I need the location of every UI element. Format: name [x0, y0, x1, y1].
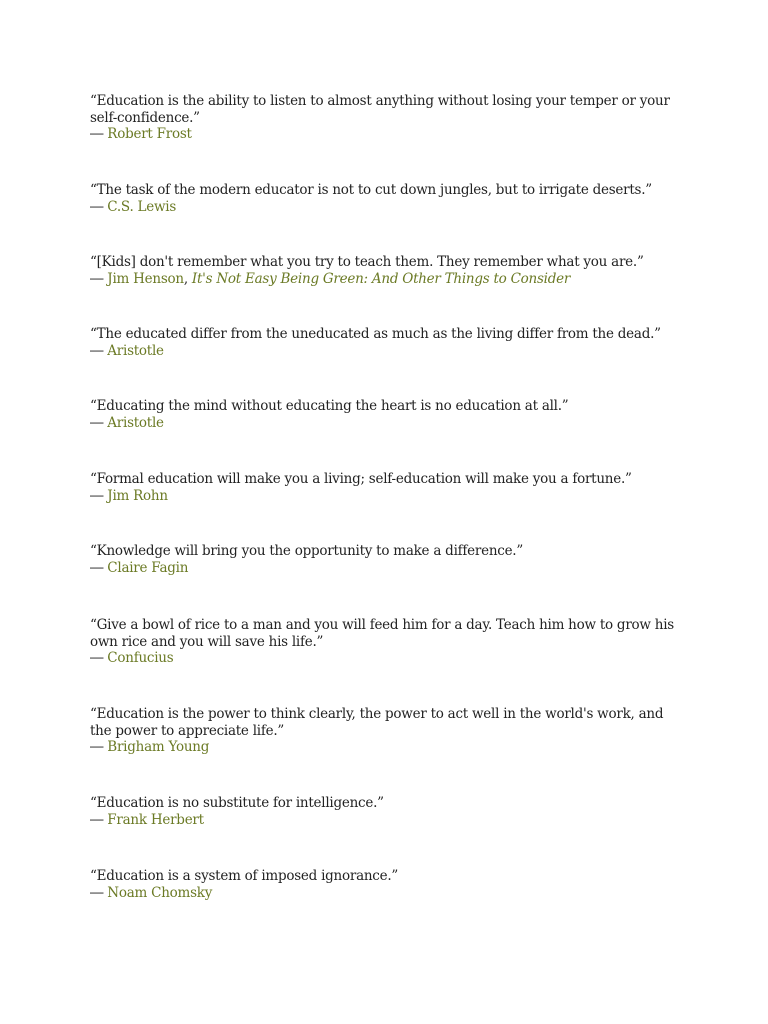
quote-block: [90, 617, 680, 667]
quote-attribution: [90, 488, 680, 505]
quote-block: [90, 93, 680, 143]
quote-author[interactable]: Robert Frost: [107, 126, 192, 142]
quote-book-title[interactable]: It's Not Easy Being Green: And Other Things to Consider: [191, 270, 571, 287]
attribution-dash: ―: [90, 739, 108, 755]
attribution-dash: ―: [90, 559, 108, 576]
quote-author[interactable]: C.S. Lewis: [107, 198, 177, 215]
quote-author[interactable]: Brigham Young: [107, 739, 210, 755]
quote-text: “The task of the modern educator is not to cut down jungles, but to irrigate deserts.”: [90, 182, 652, 198]
quote-attribution: [90, 560, 680, 577]
quote-block: [90, 326, 680, 359]
attribution-dash: ―: [90, 811, 108, 828]
quote-author[interactable]: Frank Herbert: [107, 811, 204, 828]
quote-author[interactable]: Noam Chomsky: [107, 884, 213, 901]
quote-author[interactable]: Claire Fagin: [107, 559, 189, 576]
quote-author[interactable]: Jim Rohn: [107, 487, 168, 504]
quote-block: [90, 182, 680, 215]
quote-text: “Formal education will make you a living; self-education will make you a fortune.”: [90, 471, 632, 487]
quote-text: “Education is no substitute for intelligence.”: [90, 795, 384, 811]
quote-text: “Education is the ability to listen to almost anything without losing your temper or your self-confidence.”: [90, 93, 670, 126]
quote-attribution: [90, 885, 680, 902]
attribution-dash: ―: [90, 414, 108, 431]
quote-author[interactable]: Confucius: [107, 650, 174, 666]
quote-attribution: [90, 739, 680, 756]
attribution-dash: ―: [90, 126, 108, 142]
quote-attribution: [90, 271, 680, 288]
quote-attribution: [90, 812, 680, 829]
attribution-dash: ―: [90, 487, 108, 504]
quote-block: [90, 706, 680, 756]
quote-block: [90, 795, 680, 828]
quote-attribution: [90, 199, 680, 216]
quote-block: [90, 471, 680, 504]
quote-text: “Knowledge will bring you the opportunity to make a difference.”: [90, 543, 524, 559]
quote-attribution: [90, 415, 680, 432]
attribution-separator: ,: [183, 270, 192, 287]
quote-text: “Education is a system of imposed ignorance.”: [90, 868, 399, 884]
quote-attribution: [90, 126, 680, 143]
quote-author[interactable]: Aristotle: [107, 414, 164, 431]
quote-text: “[Kids] don't remember what you try to teach them. They remember what you are.”: [90, 254, 644, 270]
quote-author[interactable]: Aristotle: [107, 342, 164, 359]
quote-block: [90, 254, 680, 287]
attribution-dash: ―: [90, 650, 108, 666]
attribution-dash: ―: [90, 270, 108, 287]
attribution-dash: ―: [90, 198, 108, 215]
quote-text: “Education is the power to think clearly, the power to act well in the world's work, and the power to appreciate life.”: [90, 706, 664, 739]
quote-block: [90, 398, 680, 431]
quote-text: “Educating the mind without educating the heart is no education at all.”: [90, 398, 569, 414]
quote-text: “The educated differ from the uneducated as much as the living differ from the dead.”: [90, 326, 661, 342]
quote-text: “Give a bowl of rice to a man and you will feed him for a day. Teach him how to grow his own rice and you will save his life.”: [90, 617, 674, 650]
quote-block: [90, 543, 680, 576]
quote-attribution: [90, 650, 680, 667]
quote-block: [90, 868, 680, 901]
quote-attribution: [90, 343, 680, 360]
attribution-dash: ―: [90, 342, 108, 359]
attribution-dash: ―: [90, 884, 108, 901]
quote-author[interactable]: Jim Henson: [107, 270, 184, 287]
